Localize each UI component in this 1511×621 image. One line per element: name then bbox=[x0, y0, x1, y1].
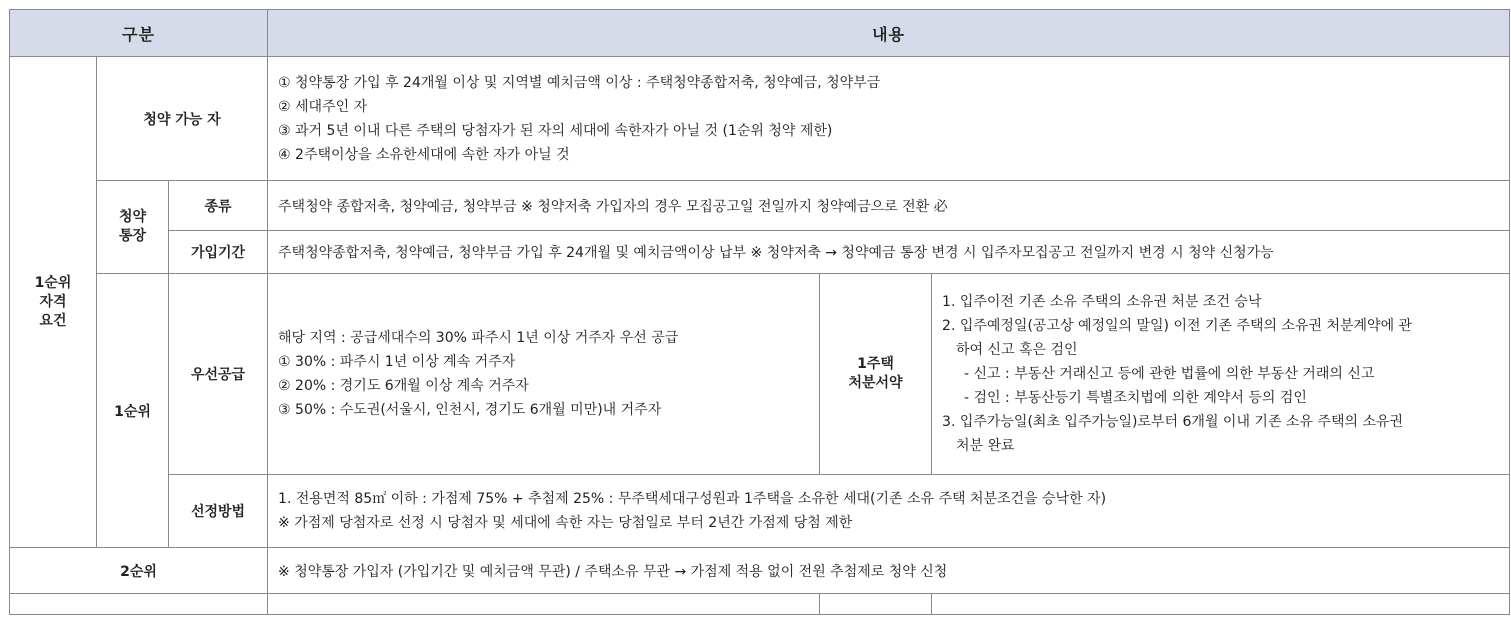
next-row-cell bbox=[268, 594, 820, 615]
eligible-label: 청약 가능 자 bbox=[97, 57, 268, 181]
selection-line: 1. 전용면적 85㎡ 이하 : 가점제 75% + 추첨제 25% : 무주택세대구성원과 1주택을 소유한 세대(기존 소유 주택 처분조건을 승낙한 자) bbox=[278, 491, 1107, 507]
eligibility-table bbox=[9, 9, 1510, 615]
priority-line: ② 20% : 경기도 6개월 이상 계속 거주자 bbox=[278, 378, 529, 394]
header-category: 구분 bbox=[10, 10, 268, 57]
first-rank-label: 1순위 자격 요건 bbox=[10, 57, 97, 548]
priority-content bbox=[268, 274, 820, 475]
eligible-line: ② 세대주인 자 bbox=[278, 98, 368, 115]
priority-line: ③ 50% : 수도권(서울시, 인천시, 경기도 6개월 미만)내 거주자 bbox=[278, 402, 662, 418]
second-rank-text: ※ 청약통장 가입자 (가입기간 및 예치금액 무관) / 주택소유 무관 → 가점제 적용 없이 전원 추첨제로 청약 신청 bbox=[268, 548, 1510, 594]
eligible-line: ① 청약통장 가입 후 24개월 이상 및 지역별 예치금액 이상 : 주택청약종합저축, 청약예금, 청약부금 bbox=[278, 74, 881, 91]
disposal-line: 2. 입주예정일(공고상 예정일의 말일) 이전 기존 주택의 소유권 처분계약에 관 bbox=[942, 318, 1413, 334]
disposal-line: - 검인 : 부동산등기 특별조치법에 의한 계약서 등의 검인 bbox=[964, 390, 1307, 406]
disposal-line: 처분 완료 bbox=[956, 438, 1015, 454]
selection-line: ※ 가점제 당첨자로 선정 시 당첨자 및 세대에 속한 자는 당첨일로 부터 2년간 가점제 당첨 제한 bbox=[278, 515, 853, 531]
header-content: 내용 bbox=[268, 10, 1510, 57]
rank1-label: 1순위 bbox=[97, 274, 169, 548]
disposal-label: 1주택 처분서약 bbox=[820, 274, 932, 475]
account-period-text: 주택청약종합저축, 청약예금, 청약부금 가입 후 24개월 및 예치금액이상 납부 ※ 청약저축 → 청약예금 통장 변경 시 입주자모집공고 전일까지 변경 시 청약 신청가능 bbox=[268, 231, 1510, 274]
account-label: 청약 통장 bbox=[97, 181, 169, 274]
selection-content bbox=[268, 475, 1510, 548]
next-row-cell bbox=[820, 594, 932, 615]
eligible-line: ③ 과거 5년 이내 다른 주택의 당첨자가 된 자의 세대에 속한자가 아닐 것 (1순위 청약 제한) bbox=[278, 122, 833, 139]
priority-line: 해당 지역 : 공급세대수의 30% 파주시 1년 이상 거주자 우선 공급 bbox=[278, 330, 679, 346]
next-row-cell bbox=[932, 594, 1510, 615]
selection-label: 선정방법 bbox=[169, 475, 268, 548]
account-type-text: 주택청약 종합저축, 청약예금, 청약부금 ※ 청약저축 가입자의 경우 모집공고일 전일까지 청약예금으로 전환 必 bbox=[268, 181, 1510, 231]
disposal-line: 하여 신고 혹은 검인 bbox=[956, 342, 1078, 358]
disposal-content bbox=[932, 274, 1510, 475]
second-rank-label: 2순위 bbox=[10, 548, 268, 594]
disposal-line: 1. 입주이전 기존 소유 주택의 소유권 처분 조건 승낙 bbox=[942, 294, 1262, 310]
disposal-line: 3. 입주가능일(최초 입주가능일)로부터 6개월 이내 기존 소유 주택의 소유권 bbox=[942, 414, 1404, 430]
eligible-content bbox=[268, 57, 1510, 181]
next-row-cell bbox=[10, 594, 268, 615]
disposal-line: - 신고 : 부동산 거래신고 등에 관한 법률에 의한 부동산 거래의 신고 bbox=[964, 366, 1375, 382]
priority-line: ① 30% : 파주시 1년 이상 계속 거주자 bbox=[278, 354, 516, 370]
account-type-label: 종류 bbox=[169, 181, 268, 231]
eligible-line: ④ 2주택이상을 소유한세대에 속한 자가 아닐 것 bbox=[278, 146, 570, 163]
priority-label: 우선공급 bbox=[169, 274, 268, 475]
account-period-label: 가입기간 bbox=[169, 231, 268, 274]
